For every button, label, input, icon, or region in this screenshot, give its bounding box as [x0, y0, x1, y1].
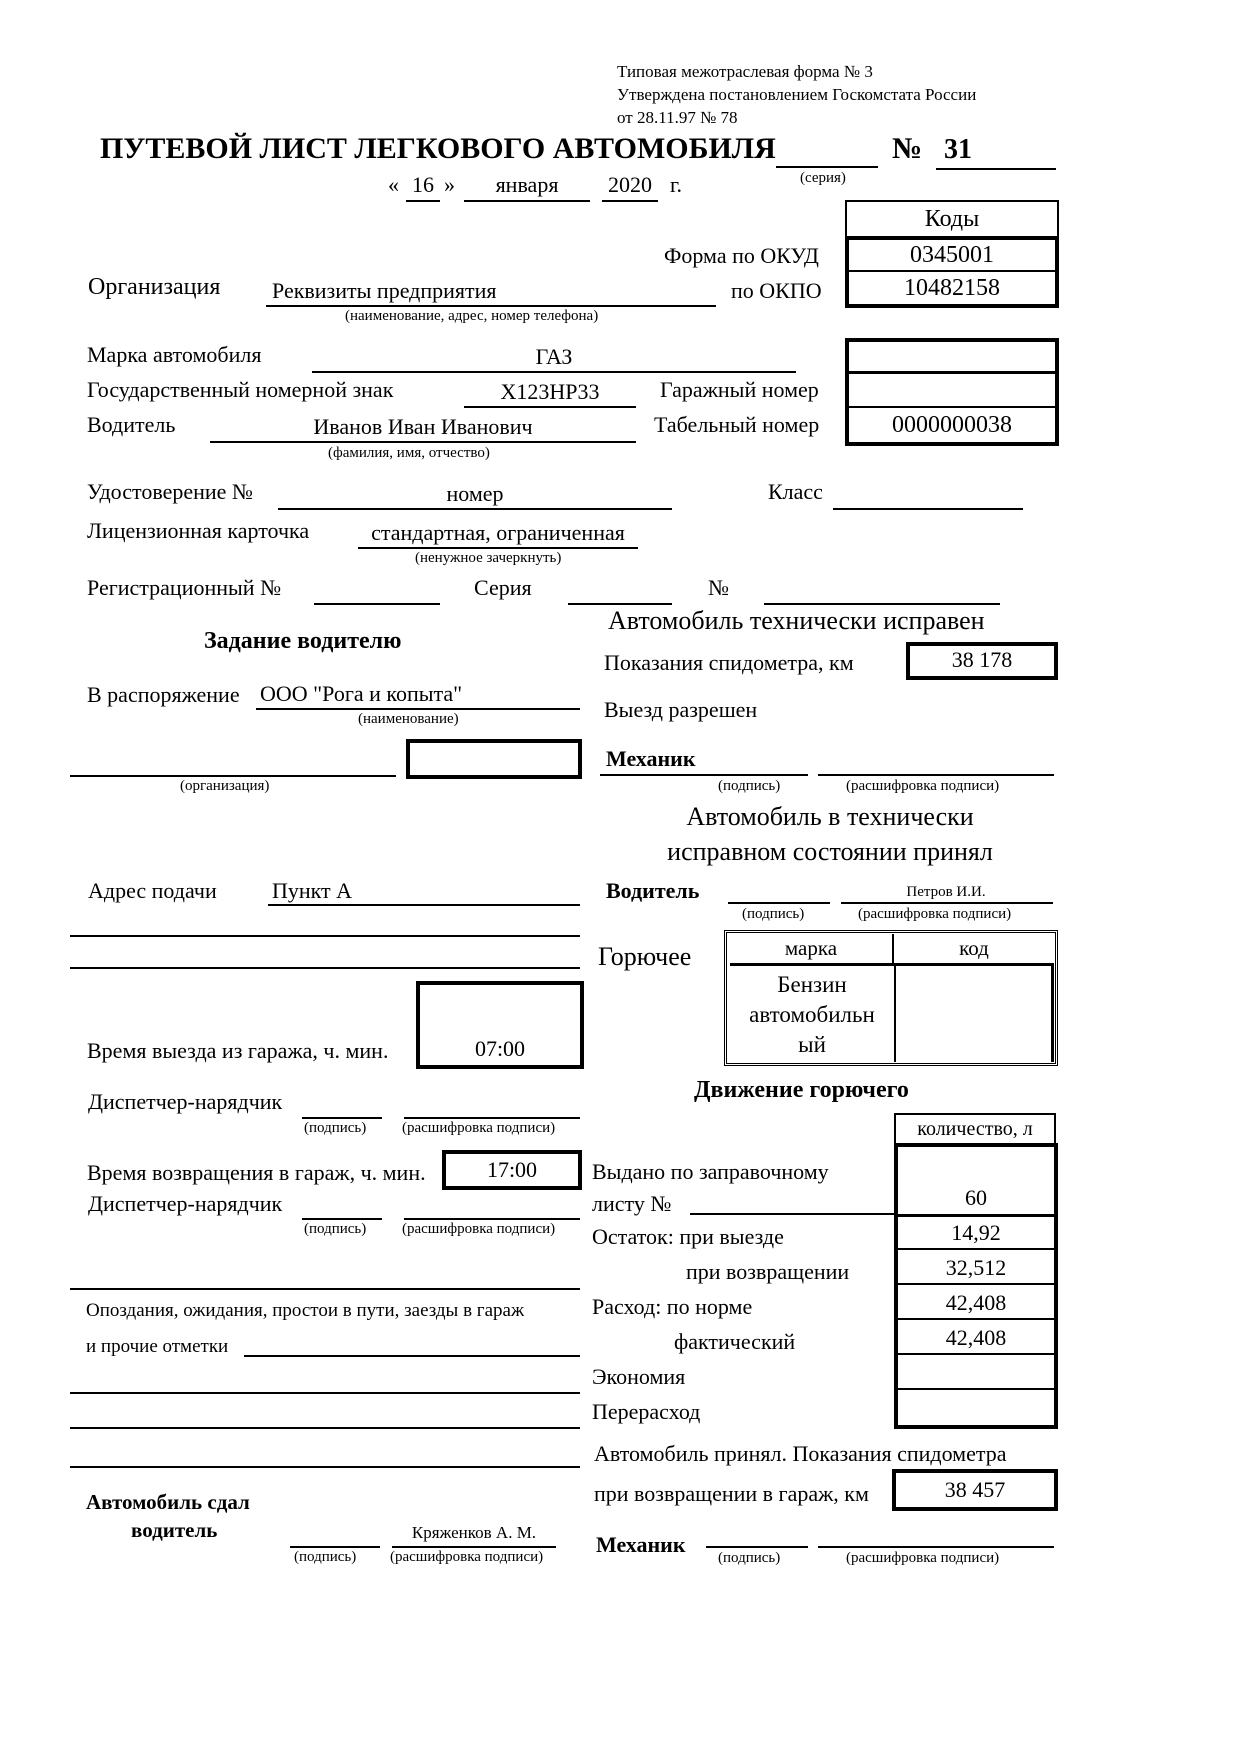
- brand-code-value[interactable]: [849, 342, 1055, 374]
- return-time-value[interactable]: 17:00: [486, 1157, 538, 1182]
- accept-driver-sign-line[interactable]: [728, 902, 830, 904]
- date-day-line: [406, 200, 440, 202]
- disposal-label: В распоряжение: [87, 682, 240, 707]
- tab-number-label: Табельный номер: [654, 412, 820, 437]
- mechanic-sign-line-2[interactable]: [706, 1546, 808, 1548]
- mechanic-decode-caption-2: (расшифровка подписи): [846, 1550, 1000, 1566]
- notes-line-2[interactable]: [70, 1392, 580, 1394]
- reg-line[interactable]: [314, 603, 440, 605]
- task-title: Задание водителю: [204, 628, 402, 654]
- accepted-title-1: Автомобиль в технически: [686, 802, 974, 831]
- row-divider: [898, 1214, 1054, 1217]
- class-line[interactable]: [833, 508, 1023, 510]
- odometer-value[interactable]: 38 178: [951, 647, 1013, 672]
- fuel-col-brand: марка: [730, 934, 894, 966]
- garage-number-label: Гаражный номер: [660, 377, 819, 402]
- cert-line: [278, 508, 672, 510]
- okpo-label: по ОКПО: [731, 278, 822, 303]
- issued-label-2: листу №: [592, 1191, 672, 1216]
- mechanic-label-1: Механик: [606, 746, 696, 771]
- fuel-col-code: код: [894, 934, 1054, 966]
- dispatcher-decode-line-1[interactable]: [404, 1117, 580, 1119]
- class-label: Класс: [768, 479, 823, 504]
- odometer-label: Показания спидометра, км: [604, 650, 854, 675]
- date-month-line: [464, 200, 590, 202]
- plate-line: [464, 406, 636, 408]
- org-task-caption: (организация): [180, 778, 270, 794]
- reg-series-line[interactable]: [568, 603, 672, 605]
- brand-line: [312, 371, 796, 373]
- dispatcher-sign-caption-1: (подпись): [304, 1120, 367, 1136]
- dispatcher-decode-caption-1: (расшифровка подписи): [402, 1120, 556, 1136]
- actual-value[interactable]: 42,408: [945, 1325, 1007, 1350]
- org-value[interactable]: Реквизиты предприятия: [272, 278, 497, 303]
- issued-value[interactable]: 60: [965, 1185, 987, 1210]
- address-line-2[interactable]: [70, 935, 580, 937]
- date-suffix: г.: [670, 172, 683, 197]
- row-divider: [898, 1283, 1054, 1285]
- disposal-caption: (наименование): [358, 711, 459, 727]
- number-sign: №: [892, 132, 923, 165]
- row-divider: [898, 1353, 1054, 1355]
- brand-value[interactable]: ГАЗ: [535, 344, 573, 369]
- economy-label: Экономия: [592, 1364, 686, 1389]
- handed-decode-caption: (расшифровка подписи): [390, 1549, 544, 1565]
- rest-out-label: Остаток: при выезде: [592, 1224, 784, 1249]
- accept-decode-caption: (расшифровка подписи): [858, 906, 1012, 922]
- form-note-1: Типовая межотраслевая форма № 3: [617, 62, 873, 81]
- okud-value[interactable]: 0345001: [849, 240, 1055, 272]
- brand-label: Марка автомобиля: [87, 342, 262, 367]
- plate-label: Государственный номерной знак: [87, 377, 394, 402]
- issued-label-1: Выдано по заправочному: [592, 1159, 829, 1184]
- dispatcher-label-2: Диспетчер-нарядчик: [88, 1191, 283, 1216]
- return-time-label: Время возвращения в гараж, ч. мин.: [87, 1160, 426, 1185]
- departure-value[interactable]: 07:00: [474, 1036, 526, 1061]
- number-line: [936, 168, 1056, 170]
- fuel-brand-line-1: Бензин: [777, 972, 847, 997]
- rest-return-label: при возвращении: [686, 1259, 850, 1284]
- qty-header: количество, л: [894, 1113, 1056, 1145]
- issued-sheet-line[interactable]: [690, 1213, 894, 1215]
- dispatcher-sign-line-2[interactable]: [302, 1218, 382, 1220]
- cert-label: Удостоверение №: [87, 479, 253, 504]
- address-line-3[interactable]: [70, 967, 580, 969]
- driver-value[interactable]: Иванов Иван Иванович: [313, 414, 533, 439]
- handed-decode-line: [392, 1546, 556, 1548]
- series-caption: (серия): [800, 170, 846, 186]
- notes-label-2: и прочие отметки: [86, 1336, 229, 1357]
- series-line: [776, 166, 878, 168]
- org-code-box[interactable]: [406, 739, 582, 779]
- dispatcher-sign-line-1[interactable]: [302, 1117, 382, 1119]
- overrun-label: Перерасход: [592, 1399, 701, 1424]
- org-caption: (наименование, адрес, номер телефона): [345, 308, 599, 324]
- departure-label: Время выезда из гаража, ч. мин.: [87, 1038, 389, 1063]
- form-note-2: Утверждена постановлением Госкомстата России: [617, 85, 977, 104]
- tech-ok-title: Автомобиль технически исправен: [608, 606, 985, 635]
- waybill-number[interactable]: 31: [944, 134, 972, 165]
- date-open-quote: «: [388, 172, 399, 197]
- accept-driver-decode-line: [841, 902, 1053, 904]
- fuel-code-value[interactable]: [894, 966, 1054, 1062]
- date-close-quote: »: [444, 172, 455, 197]
- notes-line-3[interactable]: [70, 1427, 580, 1429]
- row-divider: [898, 1318, 1054, 1320]
- fuel-brand-line-3: ый: [798, 1032, 826, 1057]
- fuel-movement-title: Движение горючего: [694, 1077, 909, 1103]
- date-month[interactable]: января: [495, 172, 559, 197]
- accept-driver-label: Водитель: [606, 878, 700, 903]
- date-year[interactable]: 2020: [608, 172, 652, 197]
- garage-number-value[interactable]: [849, 376, 1055, 408]
- exit-allowed: Выезд разрешен: [604, 697, 758, 722]
- dispatcher-label-1: Диспетчер-нарядчик: [88, 1089, 283, 1114]
- org-task-line[interactable]: [70, 775, 396, 777]
- return-odo-value[interactable]: 38 457: [944, 1477, 1006, 1502]
- org-label: Организация: [88, 274, 221, 300]
- fuel-brand-value[interactable]: [730, 970, 894, 1060]
- return-odo-label-1: Автомобиль принял. Показания спидометра: [594, 1441, 1007, 1466]
- reg-label: Регистрационный №: [87, 575, 282, 600]
- actual-label: фактический: [674, 1329, 796, 1354]
- separator-line: [70, 1288, 580, 1290]
- norm-value[interactable]: 42,408: [945, 1290, 1007, 1315]
- okud-label: Форма по ОКУД: [664, 243, 819, 268]
- rest-out-value[interactable]: 14,92: [951, 1220, 1001, 1245]
- notes-line-4[interactable]: [70, 1466, 580, 1468]
- reg-series-label: Серия: [474, 575, 532, 600]
- card-line: [358, 547, 638, 549]
- fuel-label: Горючее: [598, 942, 692, 971]
- address-value[interactable]: Пункт А: [272, 878, 353, 903]
- mechanic-sign-caption-2: (подпись): [718, 1550, 781, 1566]
- address-label: Адрес подачи: [88, 878, 217, 903]
- card-caption: (ненужное зачеркнуть): [415, 550, 562, 566]
- dispatcher-decode-caption-2: (расшифровка подписи): [402, 1221, 556, 1237]
- okpo-value[interactable]: 10482158: [904, 274, 1000, 301]
- disposal-line: [256, 708, 580, 710]
- tab-number-value[interactable]: 0000000038: [892, 411, 1012, 438]
- disposal-value[interactable]: ООО "Рога и копыта": [260, 681, 463, 706]
- handed-sign-line[interactable]: [290, 1546, 380, 1548]
- mechanic-decode-caption-1: (расшифровка подписи): [846, 778, 1000, 794]
- handed-name[interactable]: Кряженков А. М.: [411, 1523, 537, 1542]
- date-day[interactable]: 16: [412, 172, 434, 197]
- dispatcher-decode-line-2[interactable]: [404, 1218, 580, 1220]
- mechanic-label-2: Механик: [596, 1532, 686, 1557]
- mechanic-decode-line-1[interactable]: [818, 774, 1054, 776]
- address-line: [268, 904, 580, 906]
- norm-label: Расход: по норме: [592, 1294, 753, 1319]
- reg-number-label: №: [708, 575, 729, 600]
- form-note-3: от 28.11.97 № 78: [617, 108, 738, 127]
- row-divider: [898, 1248, 1054, 1250]
- handed-title-1: Автомобиль сдал: [86, 1490, 250, 1514]
- plate-value[interactable]: Х123НР33: [500, 379, 600, 404]
- handed-sign-caption: (подпись): [294, 1549, 357, 1565]
- mechanic-sign-line-1[interactable]: [600, 774, 808, 776]
- rest-return-value[interactable]: 32,512: [945, 1255, 1007, 1280]
- notes-line-1[interactable]: [244, 1355, 580, 1357]
- notes-label-1: Опоздания, ожидания, простои в пути, заезды в гараж: [86, 1300, 525, 1321]
- codes-header: Коды: [845, 200, 1059, 238]
- driver-caption: (фамилия, имя, отчество): [328, 445, 490, 461]
- driver-label: Водитель: [87, 412, 176, 437]
- fuel-brand-line-2: автомобильн: [749, 1002, 875, 1027]
- accept-driver-decode[interactable]: Петров И.И.: [906, 884, 986, 900]
- driver-line: [210, 441, 636, 443]
- handed-title-2: водитель: [131, 1518, 218, 1542]
- accept-sign-caption: (подпись): [742, 906, 805, 922]
- accepted-title-2: исправном состоянии принял: [667, 837, 993, 866]
- org-line: [266, 305, 716, 307]
- dispatcher-sign-caption-2: (подпись): [304, 1221, 367, 1237]
- card-value[interactable]: стандартная, ограниченная: [371, 520, 625, 545]
- return-odo-label-2: при возвращении в гараж, км: [594, 1481, 869, 1506]
- card-label: Лицензионная карточка: [87, 518, 310, 543]
- page-title: ПУТЕВОЙ ЛИСТ ЛЕГКОВОГО АВТОМОБИЛЯ: [100, 132, 776, 165]
- row-divider: [898, 1388, 1054, 1390]
- date-year-line: [602, 200, 658, 202]
- cert-value[interactable]: номер: [446, 481, 504, 506]
- reg-number-line[interactable]: [764, 603, 1000, 605]
- mechanic-decode-line-2[interactable]: [818, 1546, 1054, 1548]
- mechanic-sign-caption-1: (подпись): [718, 778, 781, 794]
